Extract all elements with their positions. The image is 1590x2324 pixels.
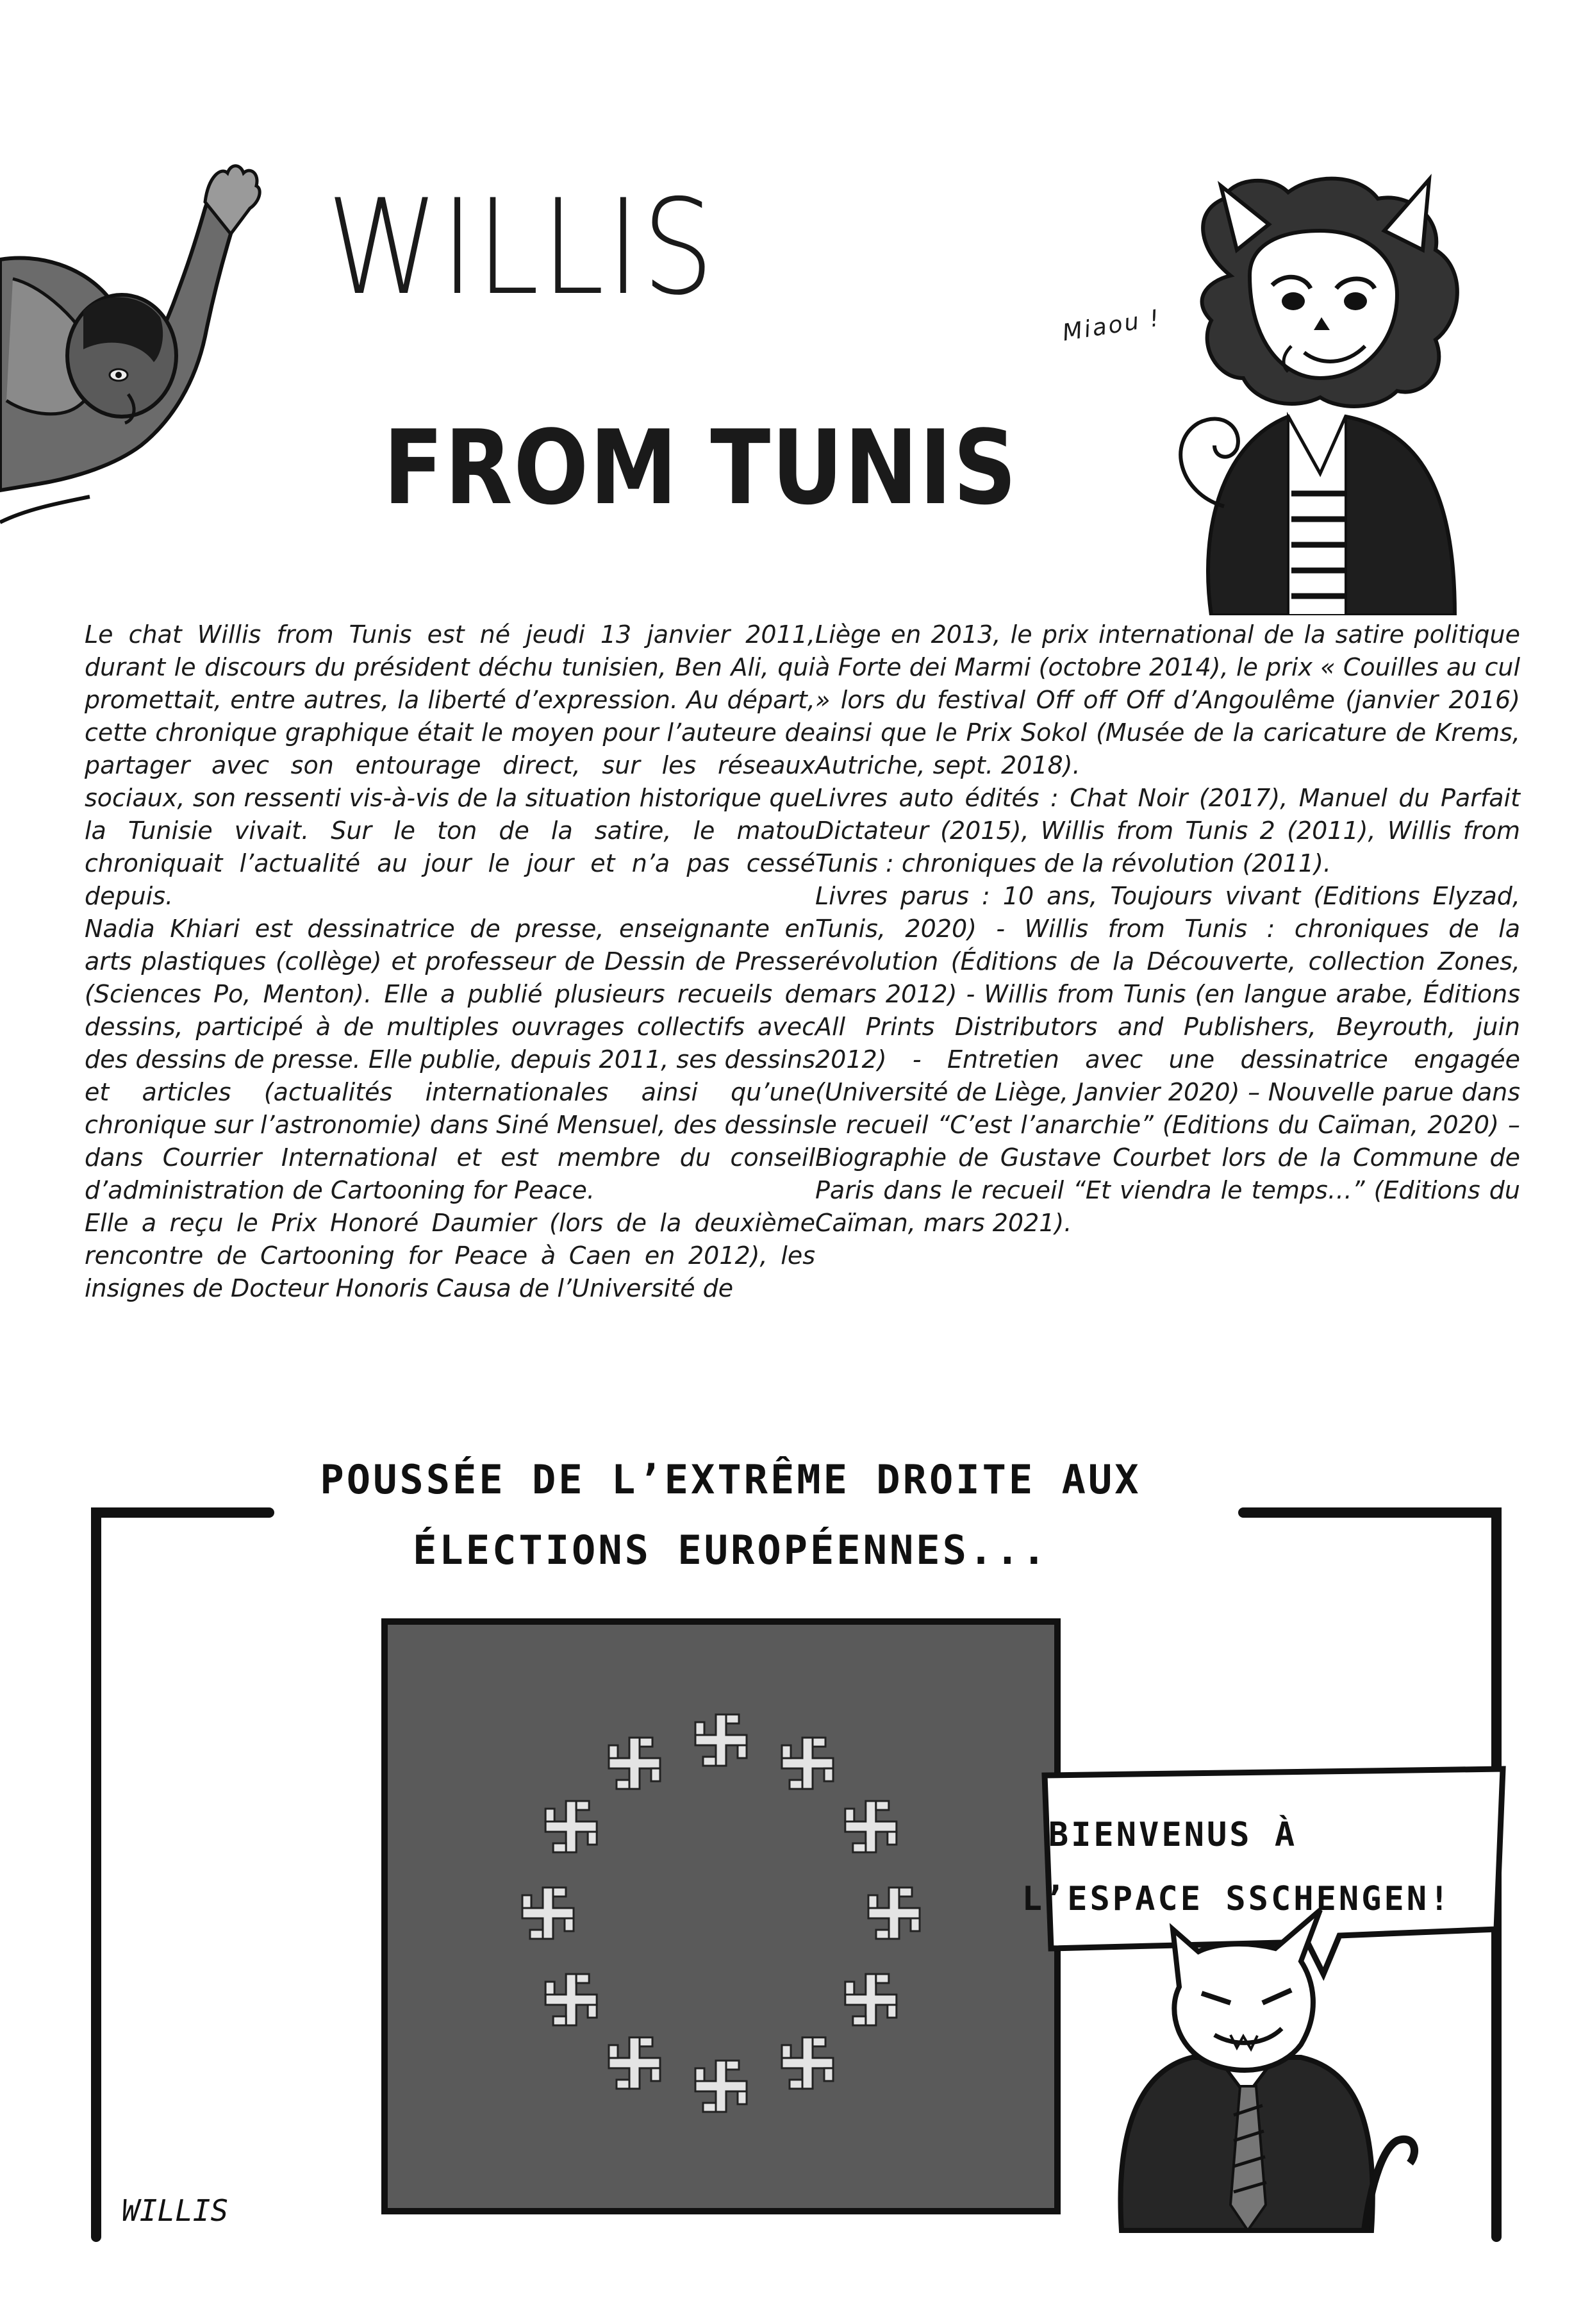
flag-symbol [609,2038,660,2089]
flag-symbol [609,1738,660,1789]
flag-symbol [695,2061,747,2112]
miaou-speech: Miaou ! [1061,304,1163,347]
flag-symbol [845,1974,897,2025]
biography-right-column [815,618,1520,1240]
speech-bubble-line1: BIENVENUS À [1048,1816,1298,1854]
bio-paragraph: Livres auto édités : Chat Noir (2017), Manuel du Parfait Dictateur (2015), Willis from Tunis 2 (2011), Willis from Tunis : chroniques de la révolution (2011). [815,784,1520,877]
flag-symbol [545,1974,597,2025]
cat-woman-drawing-icon [1154,173,1512,615]
biography-left-column [85,618,815,1305]
willis-cat-in-suit-icon [1120,1910,1414,2230]
cartoon-signature: WILLIS [122,2193,229,2228]
flag-symbol [695,1714,747,1766]
flag-symbol [782,1738,833,1789]
flag-symbol [845,1801,897,1852]
flag-symbol [868,1888,920,1939]
cartoon-caption-line1: POUSSÉE DE L’EXTRÊME DROITE AUX [320,1456,1141,1503]
title-willis: WILLIS [327,172,716,324]
title-from-tunis: FROM TUNIS [383,408,1018,527]
flag-symbol [522,1888,574,1939]
cartoon-caption-line2: ÉLECTIONS EUROPÉENNES... [413,1527,1048,1573]
european-flag-swastikas-icon [385,1622,1057,2211]
flag-symbol [545,1801,597,1852]
bio-paragraph: Livres parus : 10 ans, Toujours vivant (Editions Elyzad, Tunis, 2020) - Willis from Tunis : chroniques de la révolution (Éditions de la Découverte, collection Zones, mars 2012) - Willis from Tunis (en langue arabe, Éditions All Prints Distributors and Publishers, Beyrouth, juin 2012) - Entretien avec une dessinatrice engagée (Université de Liège, Janvier 2020) – Nouvelle parue dans le recueil “C’est l’anarchie” (Editions du Caïman, 2020) – Biographie de Gustave Courbet lors de la Commune de Paris dans le recueil “Et viendra le temps…” (Editions du Caïman, mars 2021). [815,882,1520,1237]
man-drawing-icon [0,163,301,548]
bio-paragraph: Liège en 2013, le prix international de la satire politique à Forte dei Marmi (octobre 2014), le prix « Couilles au cul » lors du festival Off off Off d’Angoulême (janvier 2016) ainsi que le Prix Sokol (Musée de la caricature de Krems, Autriche, sept. 2018). [815,620,1520,779]
bio-paragraph: Elle a reçu le Prix Honoré Daumier (lors de la deuxième rencontre de Cartooning for Peace à Caen en 2012), les insignes de Docteur Honoris Causa de l’Université de [85,1209,815,1302]
bio-paragraph: Nadia Khiari est dessinatrice de presse, enseignante en arts plastiques (collège) et professeur de Dessin de Presse (Sciences Po, Menton). Elle a publié plusieurs recueils de dessins, participé à de multiples ouvrages collectifs avec des dessins de presse. Elle publie, depuis 2011, ses dessins et articles (actualités internationales ainsi qu’une chronique sur l’astronomie) dans Siné Mensuel, des dessins dans Courrier International et est membre du conseil d’administration de Cartooning for Peace. [85,915,815,1204]
speech-bubble-line2: L’ESPACE SSCHENGEN! [1022,1880,1452,1918]
flag-symbol [782,2038,833,2089]
cartoon-panel [83,1436,1512,2243]
bio-paragraph: Le chat Willis from Tunis est né jeudi 13 janvier 2011, durant le discours du président déchu tunisien, Ben Ali, qui promettait, entre autres, la liberté d’expression. Au départ, cette chronique graphique était le moyen pour l’auteure de partager avec son entourage direct, sur les réseaux sociaux, son ressenti vis-à-vis de la situation historique que la Tunisie vivait. Sur le ton de la satire, le matou chroniquait l’actualité au jour le jour et n’a pas cessé depuis. [85,620,815,910]
